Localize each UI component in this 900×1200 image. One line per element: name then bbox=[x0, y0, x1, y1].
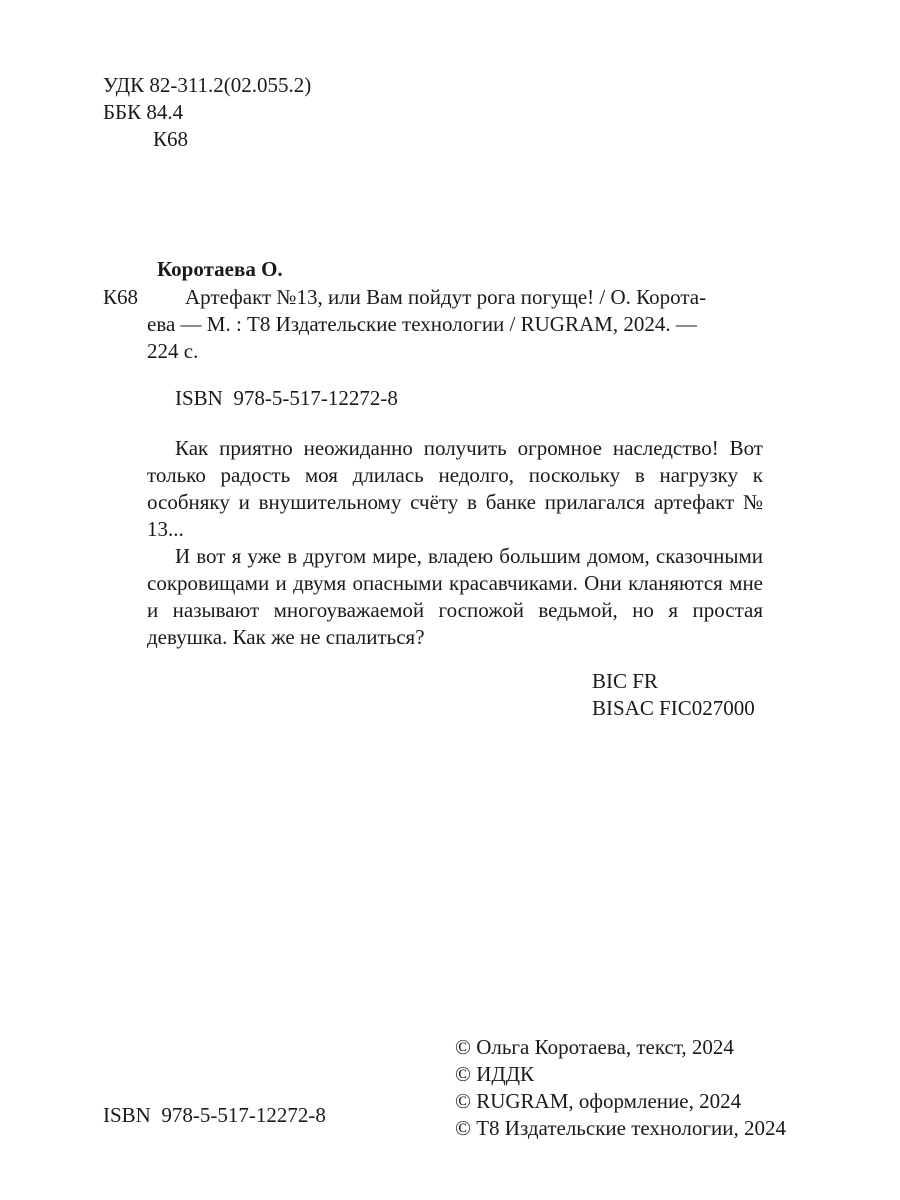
title-line-1: Артефакт №13, или Вам пойдут рога погуще! / О. Корота- bbox=[185, 285, 707, 309]
title-line-2: ева — М. : Т8 Издательские технологии / RUGRAM, 2024. — bbox=[147, 312, 697, 336]
page-count: 224 с. bbox=[147, 339, 199, 363]
margin-author-sign: К68 bbox=[103, 285, 139, 309]
footer-isbn: ISBN 978-5-517-12272-8 bbox=[103, 1103, 326, 1127]
copyright-block bbox=[455, 1034, 786, 1142]
annotation-paragraph-2: И вот я уже в другом мире, владею большим домом, сказочными сокровищами и двумя опасными красавчиками. Они кланяются мне и называют многоуважаемой госпожой ведьмой, но я простая девушка. Как же не спалиться? bbox=[147, 544, 763, 649]
author-name: Коротаева О. bbox=[157, 257, 283, 281]
copyright-line: © Ольга Коротаева, текст, 2024 bbox=[455, 1035, 734, 1059]
bic-code: BIC FR bbox=[592, 669, 658, 693]
udk-code: УДК 82-311.2(02.055.2) bbox=[103, 73, 312, 97]
bisac-code: BISAC FIC027000 bbox=[592, 696, 755, 720]
author-sign: К68 bbox=[153, 127, 189, 151]
bbk-code: ББК 84.4 bbox=[103, 100, 184, 124]
copyright-line: © RUGRAM, оформление, 2024 bbox=[455, 1089, 742, 1113]
copyright-line: © ИДДК bbox=[455, 1062, 535, 1086]
copyright-line: © Т8 Издательские технологии, 2024 bbox=[455, 1116, 786, 1140]
isbn-record: ISBN 978-5-517-12272-8 bbox=[175, 386, 398, 410]
annotation-paragraph-1: Как приятно неожиданно получить огромное наследство! Вот только радость моя длилась недолго, поскольку в нагрузку к особняку и внушительному счёту в банке прилагался артефакт № 13... bbox=[147, 436, 763, 541]
